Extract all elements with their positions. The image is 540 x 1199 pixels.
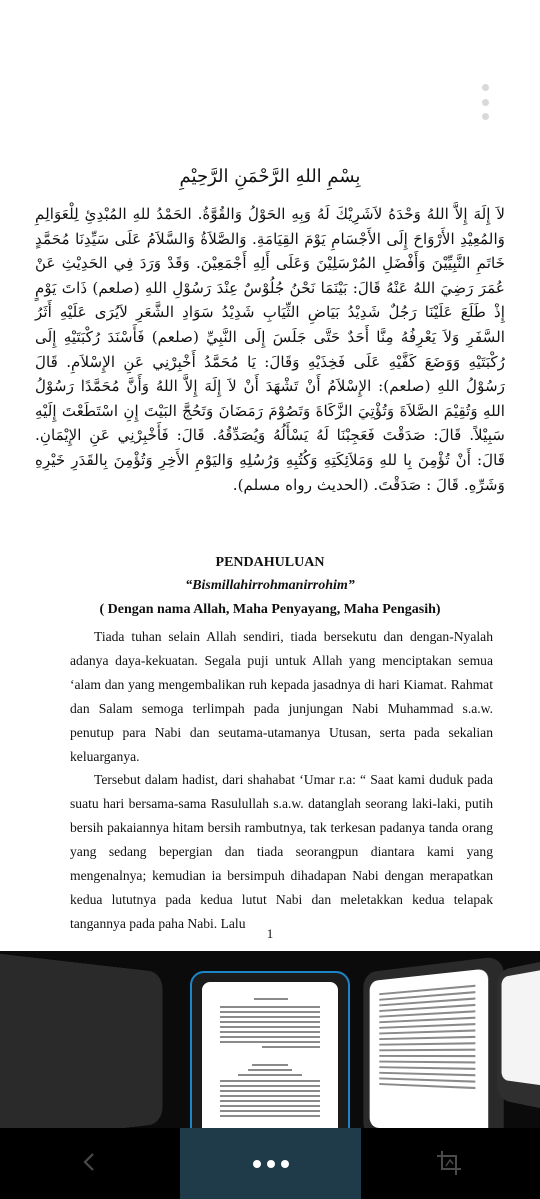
- more-horizontal-icon[interactable]: [180, 1128, 361, 1199]
- arabic-paragraph: لاَ إِلَهَ إِلاَّ اللهُ وَحْدَهُ لاَشَرِيْكَ لَهُ وَبِهِ الحَوْلُ وَالقُوَّةُ. الحَمْدُ للهِ المُبْدِئِ لِلْعَوَالِمِ وَالمُعِيْدِ الأَرْوَاحَ إِلَى الأَجْسَامِ يَوْمَ القِيَامَةِ. وَالصَّلاَةُ وَالسَّلاَمُ عَلَى سَيِّدِنَا مُحَمَّدٍ خَاتَمِ النَّبِيِّيْنَ وَأَفْضَلِ المُرْسَلِيْنَ وَعَلَى أَلِهِ أَجْمَعِيْنَ. وَقَدْ وَرَدَ فِي الحَدِيْثِ عَنْ عُمَرَ رَضِيَ اللهُ عَنْهُ قَالَ: بَيْنَمَا نَحْنُ جُلُوْسٌ عِنْدَ رَسُوْلِ اللهِ (صلعم) ذَاتَ يَوْمٍ إِذْ طَلَعَ عَلَيْنَا رَجُلٌ شَدِيْدُ بَيَاضِ الثِّيَابِ شَدِيْدُ سَوَادِ الشَّعَرِ لاَيُرَى عَلَيْهِ أَثَرُ السَّفَرِ وَلاَ يَعْرِفُهُ مِنَّا أَحَدٌ حَتَّى جَلَسَ إِلَى النَّبِيِّ (صلعم) فَأَسْنَدَ رُكْبَتَيْهِ إِلَى رُكْبَتَيْهِ وَوَضَعَ كَفَّيْهِ عَلَى فَخِذَيْهِ وَقَالَ: يَا مُحَمَّدُ أَخْبِرْنِي عَنِ الإِسْلاَمِ. قَالَ رَسُوْلُ اللهِ (صلعم): الإِسْلاَمُ أَنْ تَشْهَدَ أَنْ لاَ إِلَهَ إِلاَّ اللهُ وَأَنَّ مُحَمَّدًا رَسُوْلُ اللهِ وَتُقِيْمَ الصَّلاَةَ وَتُؤْتِيَ الزَّكَاةَ وَتَصُوْمَ رَمَضَانَ وَتَحُجَّ البَيْتَ إِنِ اسْتَطَعْتَ إِلَيْهِ سَبِيْلاً. قَالَ: صَدَقْتَ فَعَجِبْنَا لَهُ يَسْأَلُهُ وَيُصَدِّقُهُ. قَالَ: فَأَخْبِرْنِي عَنِ الإِيْمَانِ. قَالَ: أَنْ تُؤْمِنَ بِا للهِ وَمَلاَئِكَتِهِ وَكُتُبِهِ وَرُسُلِهِ وَاليَوْمِ الأَخِرِ وَتُؤْمِنَ بِالقَدَرِ خَيْرِهِ وَشَرِّهِ. قَالَ : صَدَقْتَ. (الحديث رواه مسلم).: [35, 205, 505, 494]
- thumbnail-page-preview: [370, 968, 489, 1139]
- thumbnail-page-preview: [502, 968, 540, 1087]
- paragraph-2: Tersebut dalam hadist, dari shahabat ‘Umar r.a: “ Saat kami duduk pada suatu hari bersama-sama Rasulullah s.a.w. datanglah seorang laki-laki, putih bersih pakaiannya hitam bersih rambutnya, tak terkesan padanya tanda orang yang sedang bepergian dan tiada seorangpun diantara kami yang mengenalnya; kemudian ia bersimpuh dihadapan Nabi dengan merapatkan kedua lututnya pada kedua lutut Nabi dan meletakkan kedua telapak tangannya pada paha Nabi. Lalu: [70, 772, 493, 931]
- subtitle-translation: ( Dengan nama Allah, Maha Penyayang, Maha Pengasih): [99, 602, 441, 617]
- page-number: 1: [266, 926, 274, 941]
- thumbnail-page-preview: [202, 982, 338, 1145]
- paragraph-1: Tiada tuhan selain Allah sendiri, tiada bersekutu dan dengan-Nyalah adanya daya-kekuatan. Segala puji untuk Allah yang menciptakan semua ‘alam dan yang mengembalikan ruh kepada jasadnya di hari Kiamat. Rahmat dan Salam semoga terlimpah pada junjungan Nabi Muhammad s.a.w. penutup para Nabi dan seutama-utamanya Utusan, serta pada sekalian keluarganya.: [70, 629, 493, 764]
- page-title: PENDAHULUAN: [215, 555, 325, 570]
- body-text: [70, 625, 493, 936]
- page-subtitle: “Bismillahirrohmanirrohim”: [185, 578, 355, 593]
- thumbnail-previous[interactable]: [0, 951, 162, 1145]
- chevron-left-icon[interactable]: [78, 1150, 102, 1174]
- thumbnail-page-2[interactable]: [363, 956, 503, 1155]
- basmalah: بِسْمِ اللهِ الرَّحْمَنِ الرَّحِيْمِ: [179, 166, 361, 187]
- crop-icon[interactable]: [436, 1150, 462, 1176]
- more-vertical-icon[interactable]: [480, 84, 490, 120]
- thumbnail-page-3[interactable]: [497, 958, 540, 1111]
